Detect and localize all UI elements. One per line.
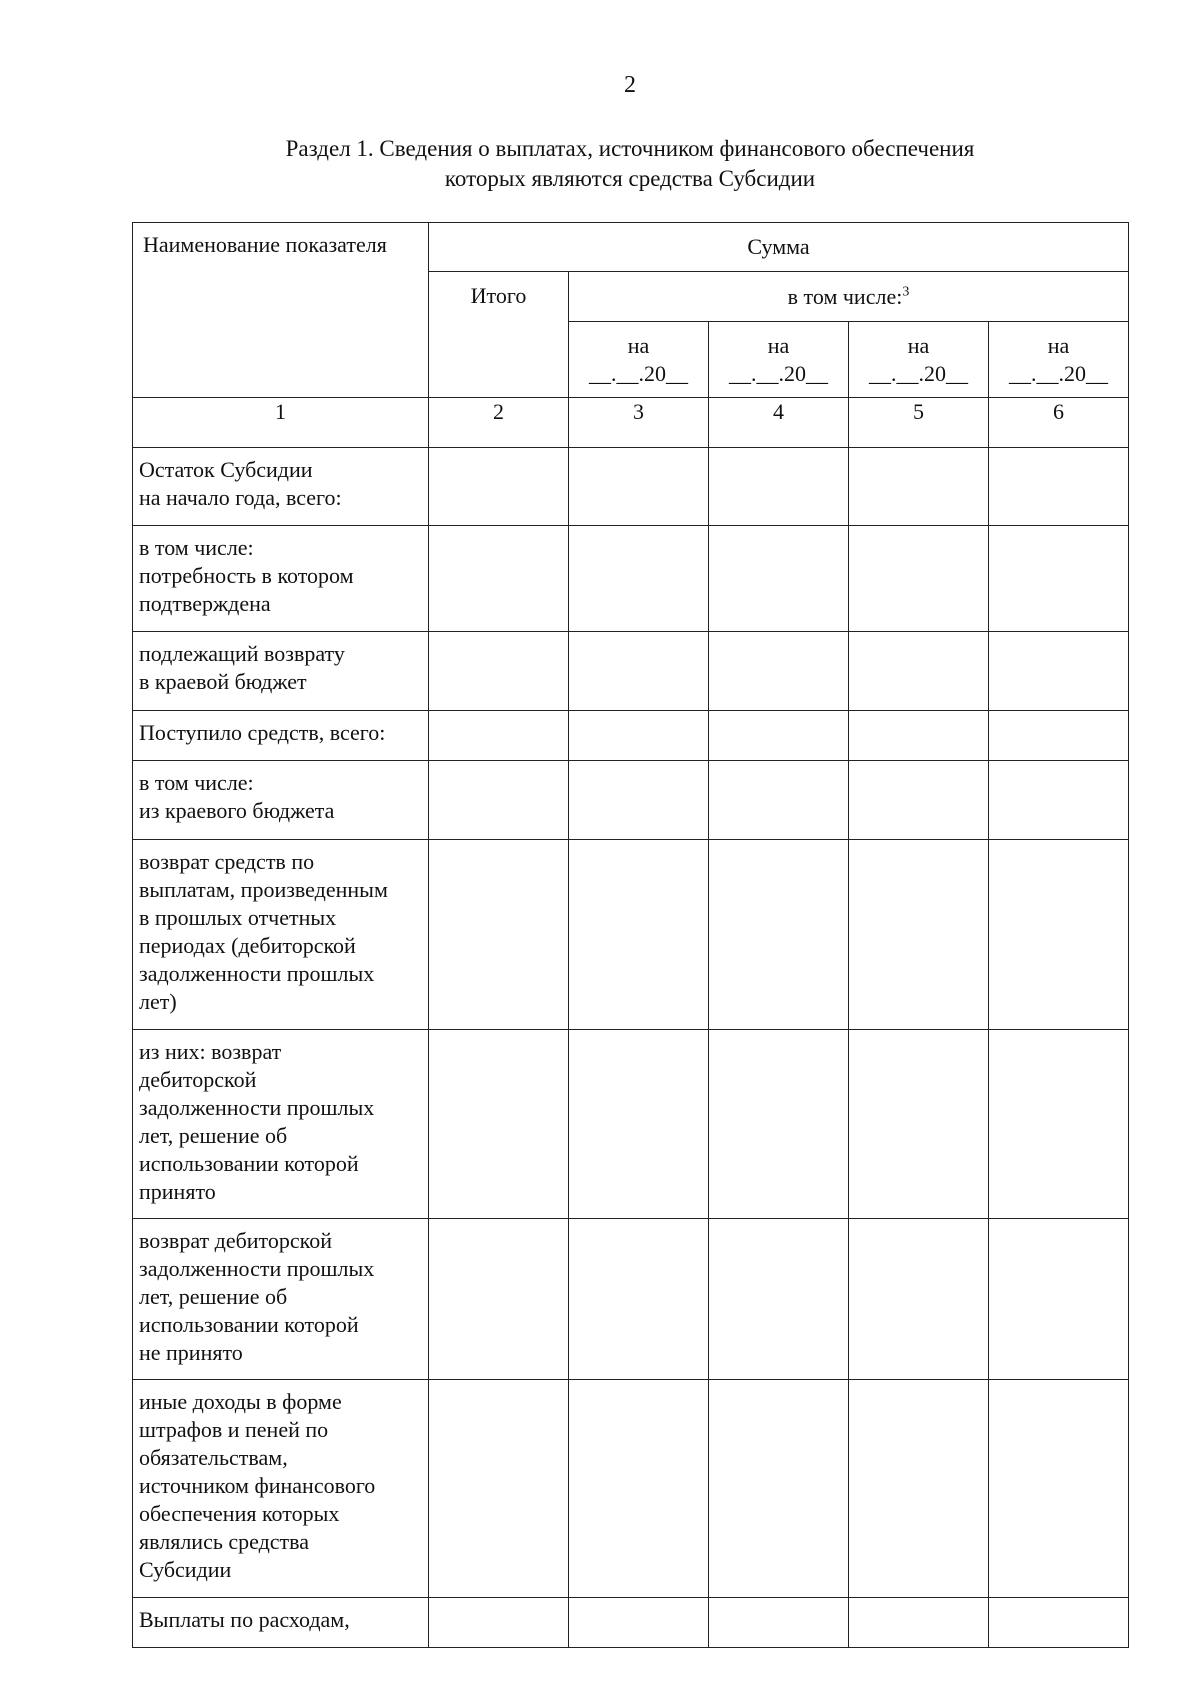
date-placeholder: __.__.20__	[1009, 360, 1108, 386]
row-label-line: Субсидии	[139, 1557, 232, 1582]
table-cell	[849, 526, 989, 632]
table-cell	[849, 1380, 989, 1598]
row-label	[133, 1598, 429, 1648]
row-label-line: в том числе:	[139, 770, 254, 795]
table-cell	[709, 711, 849, 761]
row-label	[133, 632, 429, 711]
table-cell	[989, 1380, 1129, 1598]
table-cell	[989, 1598, 1129, 1648]
table-cell	[849, 840, 989, 1030]
subsidy-payments-table	[132, 222, 1129, 1648]
table-cell	[709, 840, 849, 1030]
row-label-line: являлись средства	[139, 1529, 310, 1554]
table-row	[133, 632, 1129, 711]
row-label-line: подтверждена	[139, 591, 271, 616]
row-label	[133, 1380, 429, 1598]
table-row	[133, 711, 1129, 761]
row-label-line: иные доходы в форме	[139, 1389, 342, 1414]
row-label-line: из краевого бюджета	[139, 798, 335, 823]
table-cell	[709, 761, 849, 840]
table-cell	[989, 1219, 1129, 1380]
row-label-line: подлежащий возврату	[139, 641, 345, 666]
table-cell	[989, 711, 1129, 761]
row-label-line: не принято	[139, 1340, 243, 1365]
row-label-line: на начало года, всего:	[139, 485, 342, 510]
table-cell	[429, 526, 569, 632]
table-cell	[709, 526, 849, 632]
table-cell	[849, 1598, 989, 1648]
table-cell	[429, 1380, 569, 1598]
row-label-line: дебиторской	[139, 1067, 257, 1092]
table-cell	[429, 761, 569, 840]
header-date-column	[709, 322, 849, 398]
page-number: 2	[624, 72, 636, 98]
row-label	[133, 526, 429, 632]
column-number: 1	[133, 398, 429, 448]
column-number: 3	[569, 398, 709, 448]
row-label	[133, 1219, 429, 1380]
row-label-line: периодах (дебиторской	[139, 933, 356, 958]
table-cell	[989, 761, 1129, 840]
table-cell	[849, 632, 989, 711]
row-label	[133, 711, 429, 761]
date-placeholder: __.__.20__	[729, 360, 828, 386]
table-cell	[569, 840, 709, 1030]
row-label	[133, 1030, 429, 1219]
date-placeholder: __.__.20__	[589, 360, 688, 386]
table-cell	[569, 711, 709, 761]
row-label-line: использовании которой	[139, 1151, 359, 1176]
table-row	[133, 1380, 1129, 1598]
header-date-column	[989, 322, 1129, 398]
header-row-1	[133, 223, 1129, 272]
row-label-line: Остаток Субсидии	[139, 457, 313, 482]
footnote-marker: 3	[902, 284, 910, 300]
date-prefix: на	[627, 332, 650, 358]
row-label-line: в прошлых отчетных	[139, 905, 337, 930]
table-row	[133, 761, 1129, 840]
table-cell	[849, 711, 989, 761]
row-label-line: задолженности прошлых	[139, 1095, 375, 1120]
table-cell	[989, 632, 1129, 711]
table-cell	[849, 1030, 989, 1219]
table-cell	[989, 526, 1129, 632]
header-indicator-name: Наименование показателя	[133, 223, 429, 398]
column-number-row	[133, 398, 1129, 448]
date-prefix: на	[1047, 332, 1070, 358]
table-cell	[429, 711, 569, 761]
table-row	[133, 526, 1129, 632]
row-label-line: лет, решение об	[139, 1284, 288, 1309]
table-cell	[429, 448, 569, 526]
table-cell	[709, 1380, 849, 1598]
table-cell	[429, 1030, 569, 1219]
column-number: 2	[429, 398, 569, 448]
table-cell	[849, 1219, 989, 1380]
row-label-line: лет, решение об	[139, 1123, 288, 1148]
row-label-line: штрафов и пеней по	[139, 1417, 329, 1442]
row-label-line: потребность в котором	[139, 563, 354, 588]
table-cell	[429, 1219, 569, 1380]
row-label-line: источником финансового	[139, 1473, 376, 1498]
date-prefix: на	[907, 332, 930, 358]
row-label-line: в том числе:	[139, 535, 254, 560]
column-number: 6	[989, 398, 1129, 448]
table-cell	[849, 761, 989, 840]
table-cell	[849, 448, 989, 526]
date-placeholder: __.__.20__	[869, 360, 968, 386]
section-title-line-2: которых являются средства Субсидии	[444, 166, 816, 191]
column-number: 4	[709, 398, 849, 448]
table-cell	[709, 448, 849, 526]
table-cell	[709, 1219, 849, 1380]
table-cell	[569, 526, 709, 632]
table-cell	[569, 761, 709, 840]
table-cell	[429, 1598, 569, 1648]
table-row	[133, 1219, 1129, 1380]
table-cell	[569, 1380, 709, 1598]
row-label-line: задолженности прошлых	[139, 1256, 375, 1281]
section-title	[0, 134, 1200, 194]
table-row	[133, 1030, 1129, 1219]
column-number: 5	[849, 398, 989, 448]
header-sum: Сумма	[429, 223, 1129, 272]
row-label-line: возврат средств по	[139, 849, 315, 874]
row-label	[133, 840, 429, 1030]
table-cell	[709, 1030, 849, 1219]
table-cell	[709, 1598, 849, 1648]
row-label-line: Выплаты по расходам,	[139, 1607, 350, 1632]
table-row	[133, 448, 1129, 526]
table-cell	[989, 448, 1129, 526]
row-label-line: задолженности прошлых	[139, 961, 375, 986]
table-cell	[709, 632, 849, 711]
section-title-line-1: Раздел 1. Сведения о выплатах, источником финансового обеспечения	[285, 136, 975, 161]
row-label-line: принято	[139, 1179, 216, 1204]
row-label-line: использовании которой	[139, 1312, 359, 1337]
row-label-line: Поступило средств, всего:	[139, 720, 386, 745]
table-row	[133, 840, 1129, 1030]
table-cell	[989, 1030, 1129, 1219]
row-label	[133, 761, 429, 840]
row-label-line: обязательствам,	[139, 1445, 288, 1470]
header-date-column	[569, 322, 709, 398]
header-including-text: в том числе:	[787, 283, 903, 309]
table-cell	[569, 632, 709, 711]
table-cell	[569, 1598, 709, 1648]
row-label-line: из них: возврат	[139, 1039, 282, 1064]
header-date-column	[849, 322, 989, 398]
date-prefix: на	[767, 332, 790, 358]
table-cell	[989, 840, 1129, 1030]
row-label-line: лет)	[139, 989, 177, 1014]
table-cell	[569, 1030, 709, 1219]
table-cell	[569, 1219, 709, 1380]
table-cell	[429, 840, 569, 1030]
header-total: Итого	[429, 272, 569, 398]
row-label-line: выплатам, произведенным	[139, 877, 388, 902]
header-including	[569, 272, 1129, 322]
table-row	[133, 1598, 1129, 1648]
row-label	[133, 448, 429, 526]
table-cell	[569, 448, 709, 526]
row-label-line: возврат дебиторской	[139, 1228, 332, 1253]
row-label-line: в краевой бюджет	[139, 669, 307, 694]
table-cell	[429, 632, 569, 711]
row-label-line: обеспечения которых	[139, 1501, 340, 1526]
